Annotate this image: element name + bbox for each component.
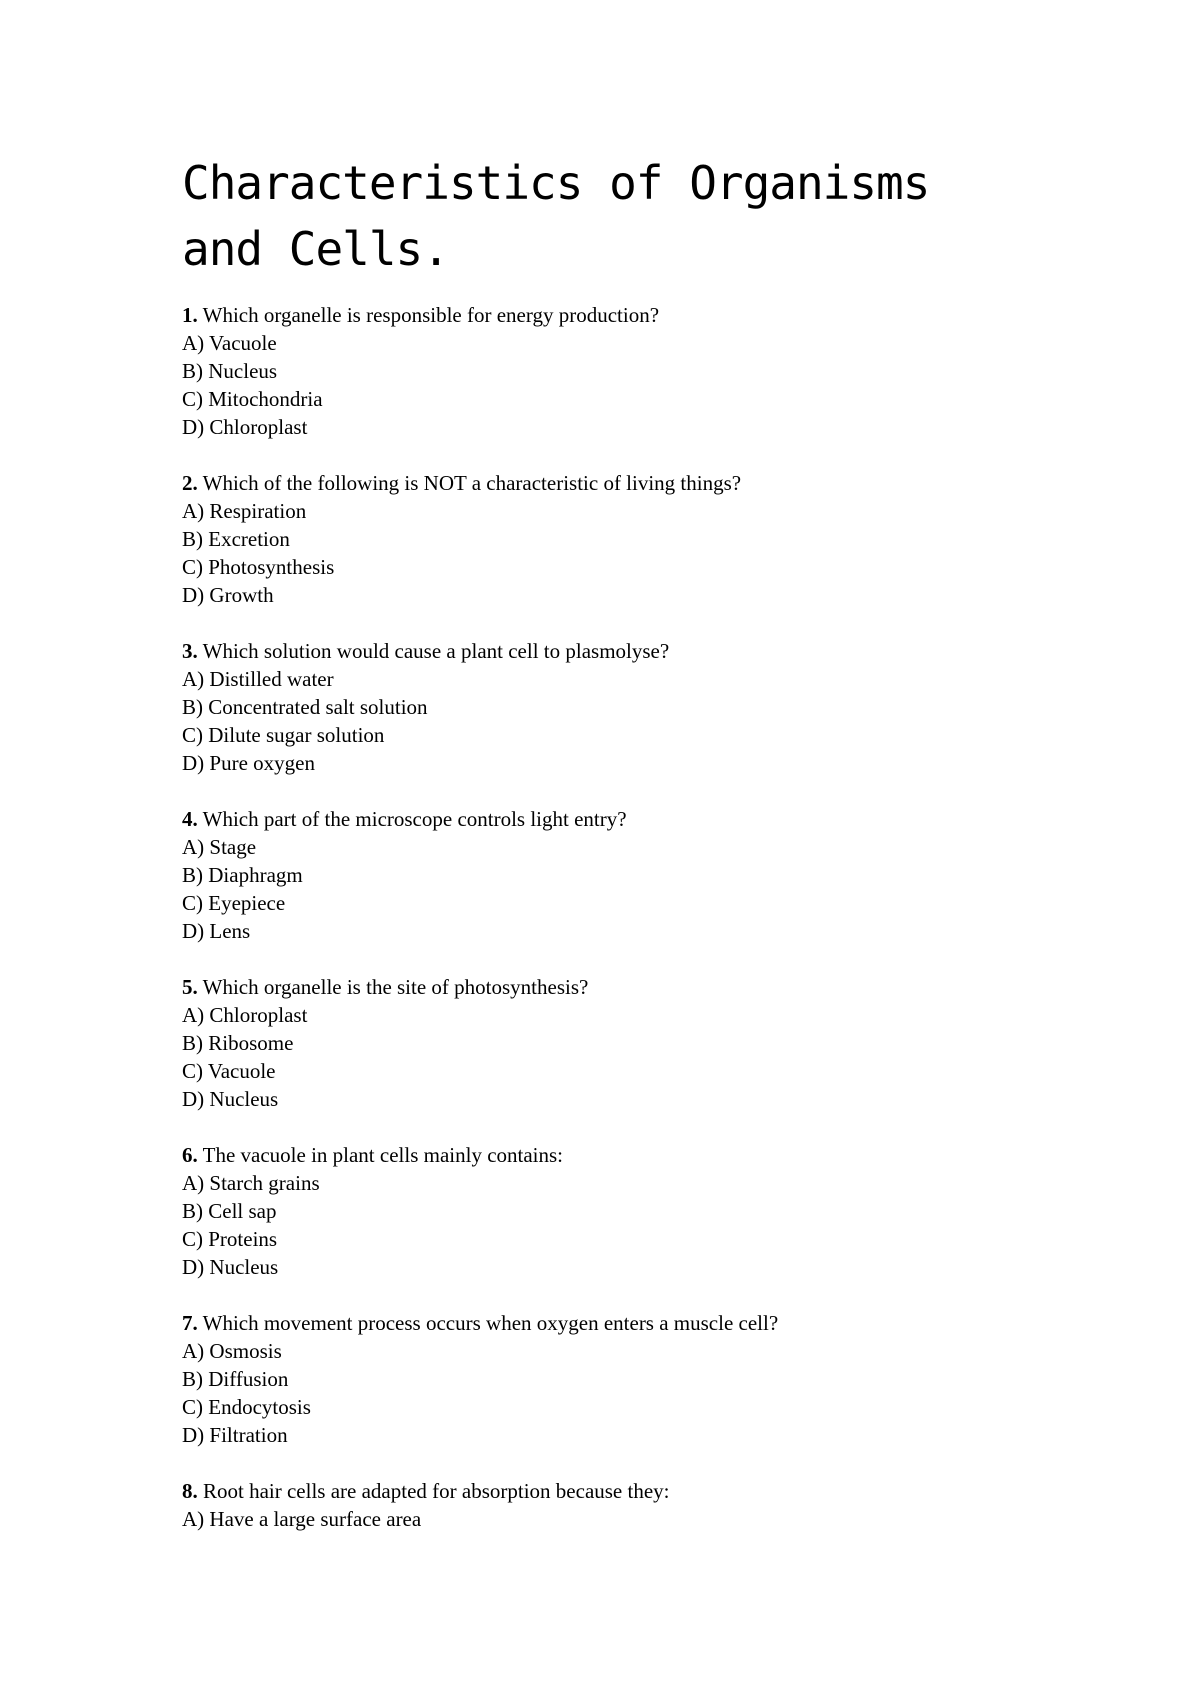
question-text: Which part of the microscope controls light entry? [202,807,627,831]
question-text: Which organelle is the site of photosynthesis? [202,975,589,999]
answer-option-b: B) Ribosome [182,1031,294,1055]
answer-option-d: D) Filtration [182,1423,288,1447]
question-number: 7. [182,1311,198,1335]
question-text-line [182,637,1082,665]
answer-option-c: C) Dilute sugar solution [182,723,385,747]
question-number: 4. [182,807,198,831]
answer-option-c: C) Photosynthesis [182,555,335,579]
question-8 [182,1477,1082,1533]
answer-option-b: B) Nucleus [182,359,278,383]
answer-option-a: A) Respiration [182,499,307,523]
answer-option-d: D) Lens [182,919,251,943]
question-text: Which solution would cause a plant cell to plasmolyse? [202,639,670,663]
question-6 [182,1141,1082,1281]
answer-option-c: C) Mitochondria [182,387,323,411]
answer-option-b: B) Cell sap [182,1199,277,1223]
question-text-line [182,301,1082,329]
answer-option-d: D) Chloroplast [182,415,308,439]
answer-option-c: C) Proteins [182,1227,278,1251]
question-text-line [182,1309,1082,1337]
answer-option-a: A) Osmosis [182,1339,282,1363]
question-text: Which of the following is NOT a characteristic of living things? [202,471,742,495]
question-text-line [182,805,1082,833]
question-list [182,301,1082,1561]
question-text-line [182,1477,1082,1505]
answer-option-d: D) Nucleus [182,1087,279,1111]
answer-option-a: A) Have a large surface area [182,1507,422,1531]
question-text-line [182,469,1082,497]
question-number: 2. [182,471,198,495]
answer-option-d: D) Pure oxygen [182,751,315,775]
question-number: 6. [182,1143,198,1167]
answer-option-a: A) Starch grains [182,1171,320,1195]
question-5 [182,973,1082,1113]
answer-option-b: B) Concentrated salt solution [182,695,428,719]
question-number: 8. [182,1479,198,1503]
answer-option-b: B) Diaphragm [182,863,303,887]
question-1 [182,301,1082,441]
question-7 [182,1309,1082,1449]
question-number: 5. [182,975,198,999]
answer-option-c: C) Endocytosis [182,1395,311,1419]
question-3 [182,637,1082,777]
question-text-line [182,1141,1082,1169]
answer-option-b: B) Excretion [182,527,290,551]
question-text: Which organelle is responsible for energy production? [202,303,660,327]
question-text: Which movement process occurs when oxygen enters a muscle cell? [202,1311,779,1335]
question-text: Root hair cells are adapted for absorption because they: [203,1479,670,1503]
answer-option-a: A) Stage [182,835,257,859]
answer-option-a: A) Chloroplast [182,1003,308,1027]
question-4 [182,805,1082,945]
question-2 [182,469,1082,609]
question-number: 3. [182,639,198,663]
answer-option-b: B) Diffusion [182,1367,289,1391]
question-number: 1. [182,303,198,327]
answer-option-a: A) Vacuole [182,331,277,355]
page-title: Characteristics of Organisms and Cells. [182,156,930,276]
answer-option-d: D) Nucleus [182,1255,279,1279]
question-text: The vacuole in plant cells mainly contains: [202,1143,564,1167]
answer-option-c: C) Eyepiece [182,891,286,915]
answer-option-a: A) Distilled water [182,667,334,691]
answer-option-c: C) Vacuole [182,1059,276,1083]
answer-option-d: D) Growth [182,583,274,607]
question-text-line [182,973,1082,1001]
